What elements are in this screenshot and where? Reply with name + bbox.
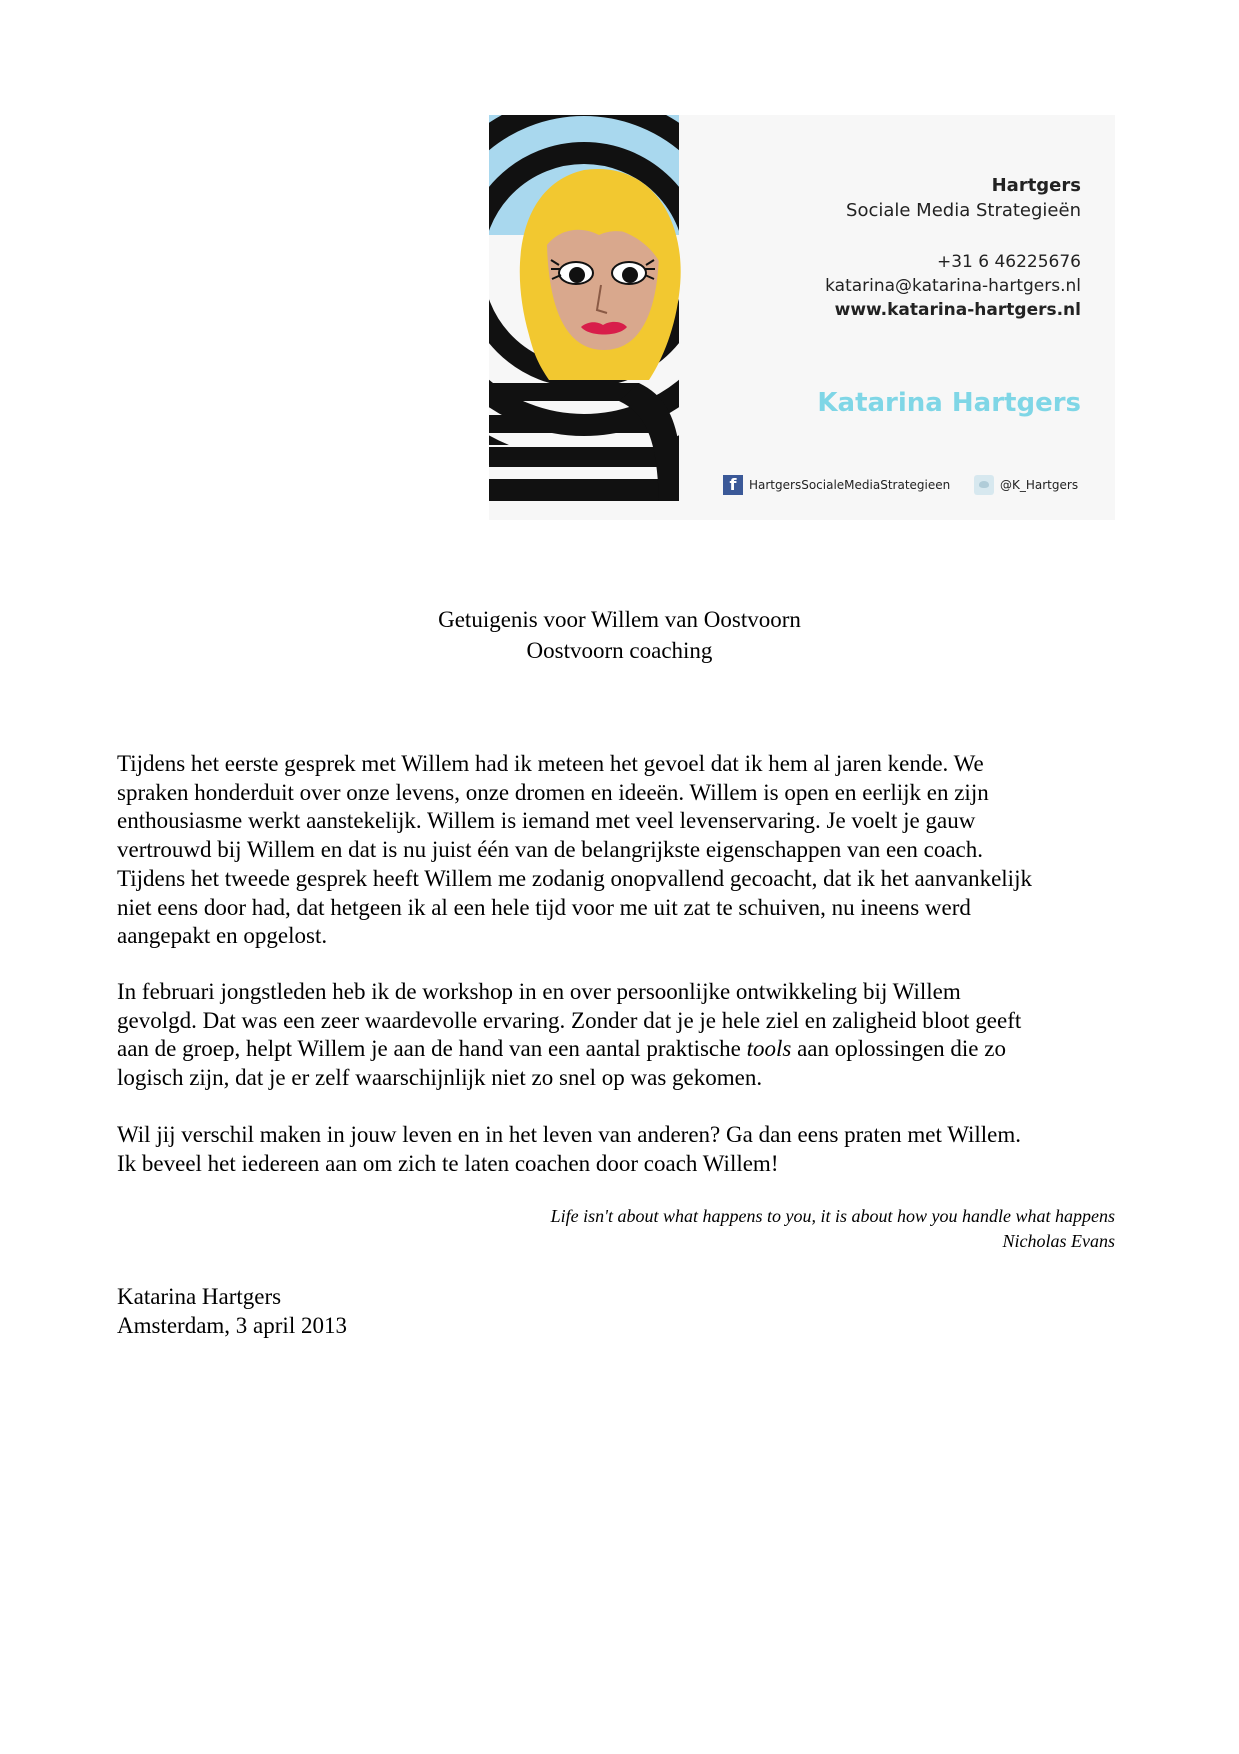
text-line: logisch zijn, dat je er zelf waarschijnlijk niet zo snel op was gekomen. — [117, 1065, 763, 1091]
text-line: niet eens door had, dat hetgeen ik al een hele tijd voor me uit zat te schuiven, nu ineens werd — [117, 894, 971, 920]
quote-text: Life isn't about what happens to you, it is about how you handle what happens — [550, 1206, 1115, 1226]
facebook-icon: f — [723, 475, 743, 495]
text-line: aangepakt en opgelost. — [117, 923, 328, 949]
text-line: In februari jongstleden heb ik de workshop in en over persoonlijke ontwikkeling bij Willem — [117, 979, 961, 1004]
card-company-subtitle: Sociale Media Strategieën — [846, 200, 1081, 221]
text-line: Tijdens het eerste gesprek met Willem had ik meteen het gevoel dat ik hem al jaren kende. We — [117, 751, 984, 776]
facebook-link[interactable] — [723, 475, 950, 495]
text-line — [117, 1035, 1117, 1064]
card-email[interactable]: katarina@katarina-hartgers.nl — [825, 276, 1081, 296]
paragraph-3 — [117, 1121, 1117, 1178]
text-segment: aan oplossingen die zo — [791, 1036, 1006, 1062]
paragraph-1 — [117, 750, 1117, 951]
document-subtitle: Oostvoorn coaching — [526, 638, 713, 663]
signature-place-date: Amsterdam, 3 april 2013 — [117, 1313, 347, 1338]
card-full-name: Katarina Hartgers — [817, 388, 1081, 418]
twitter-link[interactable] — [974, 475, 1078, 495]
text-segment: aan de groep, helpt Willem je aan de hand van een aantal praktische — [117, 1036, 747, 1062]
business-card — [489, 115, 1115, 520]
twitter-icon — [974, 475, 994, 495]
text-line: Tijdens het tweede gesprek heeft Willem me zodanig onopvallend gecoacht, dat ik het aanvankelijk — [117, 865, 1032, 891]
text-line: spraken honderduit over onze levens, onze dromen en ideeën. Willem is open en eerlijk en zijn — [117, 779, 989, 805]
text-line: enthousiasme werkt aanstekelijk. Willem is iemand met veel levenservaring. Je voelt je gauw — [117, 808, 976, 834]
document-title: Getuigenis voor Willem van Oostvoorn — [438, 607, 801, 632]
card-phone: +31 6 46225676 — [936, 252, 1081, 272]
italic-word: tools — [746, 1036, 792, 1062]
paragraph-2 — [117, 978, 1117, 1093]
card-company-name: Hartgers — [991, 175, 1081, 196]
twitter-handle: @K_Hartgers — [1000, 478, 1079, 492]
text-line: gevolgd. Dat was een zeer waardevolle ervaring. Zonder dat je je hele ziel en zaligheid bloot geeft — [117, 1007, 1022, 1033]
facebook-handle: HartgersSocialeMediaStrategieen — [749, 478, 951, 492]
quote-author: Nicholas Evans — [1002, 1231, 1115, 1251]
text-line: Ik beveel het iedereen aan om zich te laten coachen door coach Willem! — [117, 1150, 779, 1176]
text-line: vertrouwd bij Willem en dat is nu juist één van de belangrijkste eigenschappen van een coach. — [117, 837, 983, 863]
card-website[interactable]: www.katarina-hartgers.nl — [834, 300, 1081, 320]
text-line: Wil jij verschil maken in jouw leven en in het leven van anderen? Ga dan eens praten met Willem. — [117, 1122, 1021, 1147]
signature-name: Katarina Hartgers — [117, 1284, 282, 1309]
